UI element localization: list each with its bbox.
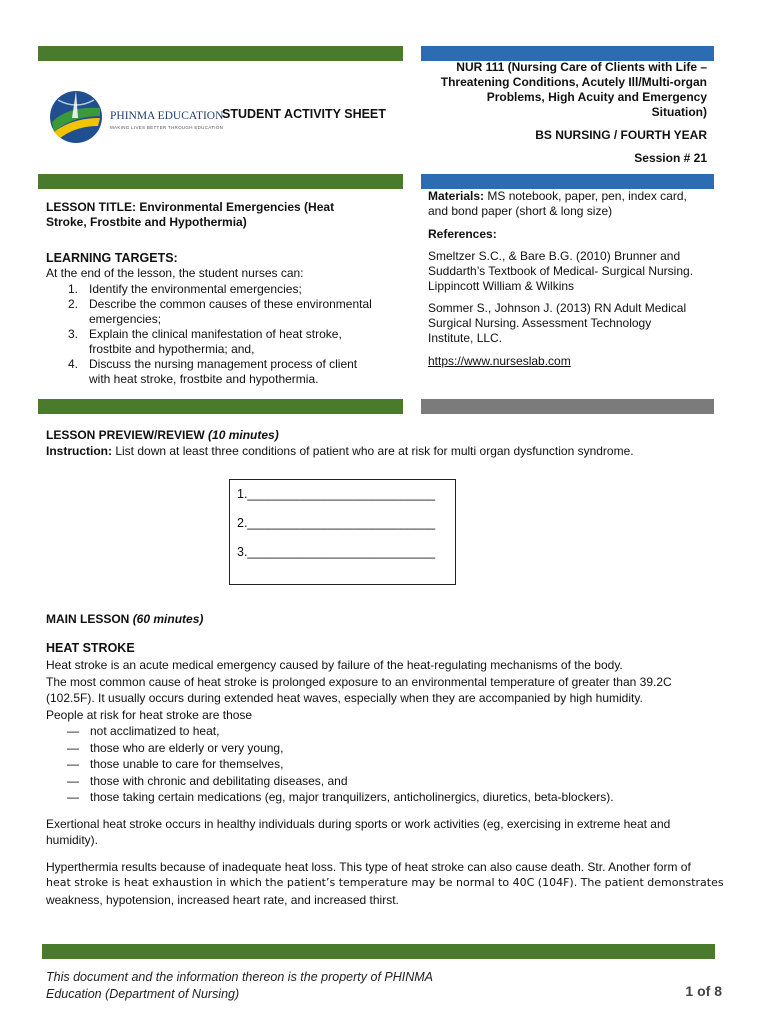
reference-line: Lippincott William & Wilkins — [428, 279, 575, 293]
paragraph: The most common cause of heat stroke is prolonged exposure to an environmental temperature of greater than 39.2C — [46, 674, 672, 689]
risk-list — [46, 723, 736, 806]
list-item-text: with heat stroke, frostbite and hypothermia. — [89, 372, 319, 386]
preview-duration: (10 minutes) — [208, 428, 279, 442]
main-lesson-heading-text: MAIN LESSON — [46, 612, 130, 626]
list-item-text: those who are elderly or very young, — [90, 740, 284, 755]
lesson-title — [46, 200, 396, 230]
list-item — [44, 297, 396, 327]
instruction-label: Instruction: — [46, 444, 112, 458]
main-lesson-heading — [46, 612, 203, 626]
main-lesson-duration: (60 minutes) — [132, 612, 204, 626]
paragraph: Heat stroke is an acute medical emergency caused by failure of the heat-regulating mechanisms of the body. — [46, 658, 623, 672]
dash-mark: — — [67, 740, 79, 755]
learning-targets-list — [44, 282, 396, 387]
list-number: 4. — [68, 357, 79, 371]
session-label: Session # 21 — [634, 151, 707, 165]
course-title — [407, 60, 707, 120]
materials-text: MS notebook, paper, pen, index card, — [484, 189, 687, 203]
references-heading: References: — [428, 227, 497, 241]
answer-line-1[interactable]: 1.___________________________ — [237, 487, 436, 501]
paragraph: weakness, hypotension, increased heart rate, and increased thirst. — [46, 892, 399, 907]
materials-line-2: and bond paper (short & long size) — [428, 204, 613, 218]
footer-note-line: Education (Department of Nursing) — [46, 987, 240, 1001]
list-item-text: those taking certain medications (eg, major tranquilizers, anticholinergics, diuretics, beta-blockers). — [90, 790, 614, 804]
answer-line-3[interactable]: 3.___________________________ — [237, 545, 436, 559]
list-item — [46, 789, 736, 806]
list-item-text: not acclimatized to heat, — [90, 724, 220, 738]
preview-heading-text: LESSON PREVIEW/REVIEW — [46, 428, 205, 442]
list-item — [46, 723, 736, 740]
list-item-text: those unable to care for themselves, — [90, 757, 284, 771]
paragraph: Hyperthermia results because of inadequate heat loss. This type of heat stroke can also cause death. Str. Another form of — [46, 859, 691, 874]
list-item-text: those with chronic and debilitating diseases, and — [90, 773, 348, 788]
paragraph: (102.5F). It usually occurs during extended heat waves, especially when they are accompanied by high humidity. — [46, 691, 643, 705]
footer-note-line: This document and the information thereon is the property of PHINMA — [46, 970, 433, 984]
learning-targets-intro: At the end of the lesson, the student nurses can: — [46, 266, 304, 280]
paragraph: People at risk for heat stroke are those — [46, 707, 253, 722]
reference-line: Suddarth’s Textbook of Medical- Surgical Nursing. — [428, 264, 694, 278]
course-line: Problems, High Acuity and Emergency — [486, 90, 707, 104]
learning-targets-heading: LEARNING TARGETS: — [46, 251, 178, 265]
section-bar-left-2 — [38, 399, 403, 414]
reference-line: Sommer S., Johnson J. (2013) RN Adult Medical — [428, 301, 687, 315]
paragraph: humidity). — [46, 833, 99, 847]
list-item — [46, 756, 736, 773]
course-line: NUR 111 (Nursing Care of Clients with Life – — [456, 60, 707, 74]
logo-text: PHINMA EDUCATION — [110, 110, 224, 122]
materials-block — [428, 189, 718, 219]
header-bar-left — [38, 46, 403, 61]
course-line: Situation) — [651, 105, 707, 119]
list-item-text: Discuss the nursing management process of client — [89, 357, 358, 371]
reference-1 — [428, 249, 693, 294]
lesson-title-line: Stroke, Frostbite and Hypothermia) — [46, 215, 247, 229]
lesson-title-line: LESSON TITLE: Environmental Emergencies (Heat — [46, 200, 335, 214]
list-item-text: Explain the clinical manifestation of heat stroke, — [89, 327, 342, 341]
footer-bar — [42, 944, 715, 959]
paragraph: Exertional heat stroke occurs in healthy individuals during sports or work activities (eg, exercising in extreme heat and — [46, 816, 671, 831]
main-lesson-body — [46, 657, 736, 908]
reference-line: Surgical Nursing. Assessment Technology — [428, 316, 652, 330]
program-label: BS NURSING / FOURTH YEAR — [535, 128, 707, 142]
phinma-logo — [48, 88, 224, 148]
list-number: 3. — [68, 327, 79, 341]
list-item-text: emergencies; — [89, 312, 162, 326]
dash-mark: — — [67, 773, 79, 788]
answer-box[interactable] — [229, 479, 456, 585]
phinma-logo-icon — [48, 88, 104, 146]
list-item — [46, 740, 736, 757]
list-item — [46, 773, 736, 790]
dash-mark: — — [67, 790, 79, 804]
list-number: 2. — [68, 297, 79, 311]
reference-2 — [428, 301, 686, 346]
list-item — [44, 357, 396, 387]
dash-mark: — — [67, 757, 79, 771]
header-bar-right — [421, 46, 714, 61]
reference-link[interactable]: https://www.nurseslab.com — [428, 354, 571, 368]
footer-note — [46, 969, 433, 1003]
list-item-text: frostbite and hypothermia; and, — [89, 342, 255, 356]
section-heading: HEAT STROKE — [46, 641, 135, 655]
preview-instruction — [46, 444, 634, 458]
list-item-text: Identify the environmental emergencies; — [89, 282, 302, 296]
dash-mark: — — [67, 724, 79, 738]
reference-line: Institute, LLC. — [428, 331, 503, 345]
section-bar-right-2 — [421, 399, 714, 414]
materials-line — [428, 189, 718, 204]
list-number: 1. — [68, 282, 79, 296]
answer-line-2[interactable]: 2.___________________________ — [237, 516, 436, 530]
page-number: 1 of 8 — [685, 983, 722, 999]
instruction-text: List down at least three conditions of patient who are at risk for multi organ dysfunction syndrome. — [112, 444, 634, 458]
reference-line: Smeltzer S.C., & Bare B.G. (2010) Brunner and — [428, 249, 681, 263]
sheet-title: STUDENT ACTIVITY SHEET — [222, 107, 386, 121]
course-line: Threatening Conditions, Acutely Ill/Multi-organ — [440, 75, 707, 89]
materials-label: Materials: — [428, 189, 485, 203]
section-bar-left — [38, 174, 403, 189]
list-item-text: Describe the common causes of these environmental — [89, 297, 372, 311]
section-bar-right — [421, 174, 714, 189]
logo-subtext: MAKING LIVES BETTER THROUGH EDUCATION — [110, 125, 224, 130]
paragraph: heat stroke is heat exhaustion in which the patient’s temperature may be normal to 40C (104F). The patient demonstrates — [46, 876, 724, 889]
preview-heading — [46, 428, 279, 442]
list-item — [44, 327, 396, 357]
list-item — [44, 282, 396, 297]
